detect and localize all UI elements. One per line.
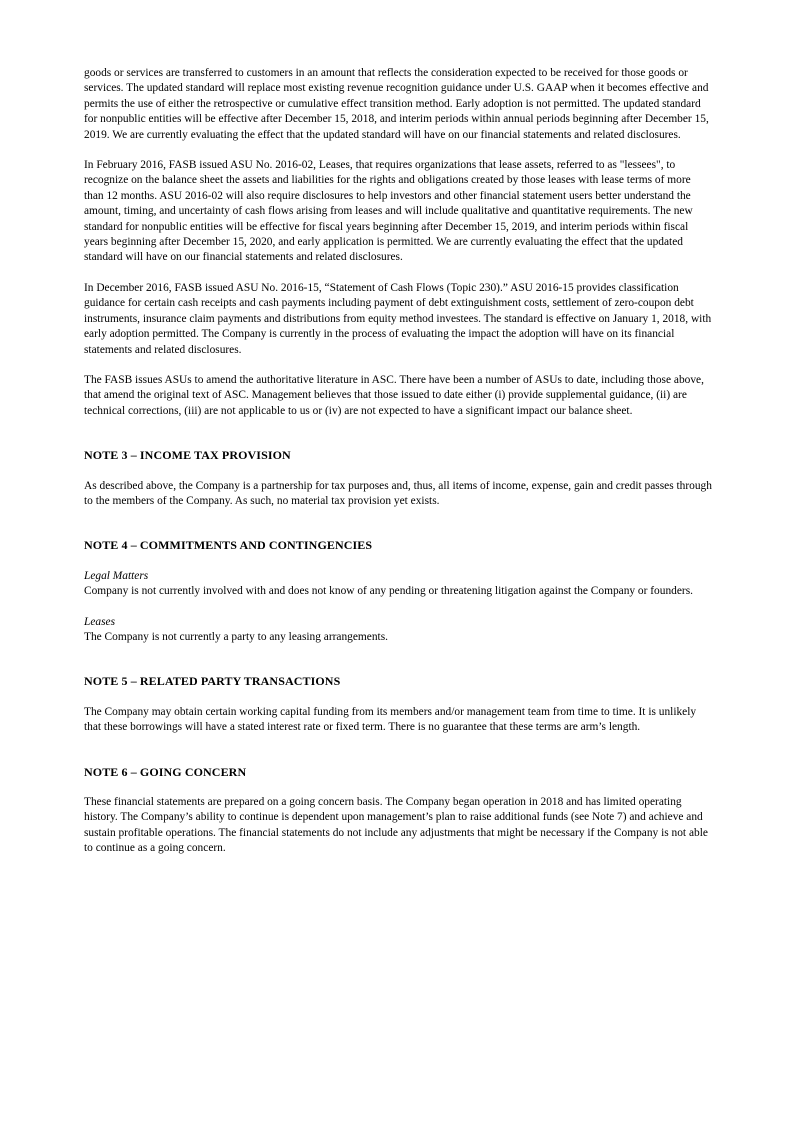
legal-matters-subsection — [84, 569, 712, 600]
asu-amendments-paragraph: The FASB issues ASUs to amend the authoritative literature in ASC. There have been a number of ASUs to date, including those above, that amend the original text of ASC. Management believes that those issued to date either (i) provide supplemental guidance, (ii) are technical corrections, (iii) are not applicable to us or (iv) are not expected to have a significant impact our balance sheet. — [84, 373, 704, 417]
revenue-recognition-paragraph: goods or services are transferred to customers in an amount that reflects the consideration expected to be received for those goods or services. The updated standard will replace most existing revenue recognition guidance under U.S. GAAP when it becomes effective and permits the use of either the retrospective or cumulative effect transition method. Early adoption is not permitted. The updated standard for nonpublic entities will be effective after December 15, 2018, and interim periods within annual periods beginning after December 15, 2019. We are currently evaluating the effect that the updated standard will have on our financial statements and related disclosures. — [84, 67, 709, 141]
leases-text: The Company is not currently a party to any leasing arrangements. — [84, 630, 388, 643]
legal-matters-text: Company is not currently involved with and does not know of any pending or threatening litigation against the Company or founders. — [84, 585, 693, 598]
note-6-text: These financial statements are prepared on a going concern basis. The Company began operation in 2018 and has limited operating history. The Company’s ability to continue is dependent upon management’s plan to raise additional funds (see Note 7) and achieve and sustain profitable operations. The financial statements do not include any adjustments that might be necessary if the Company is not able to continue as a going concern. — [84, 796, 708, 855]
note-4-title: NOTE 4 – COMMITMENTS AND CONTINGENCIES — [84, 538, 373, 553]
note-3-section — [84, 448, 712, 509]
note-3-text: As described above, the Company is a partnership for tax purposes and, thus, all items of income, expense, gain and credit passes through to the members of the Company. As such, no material tax provision yet exists. — [84, 479, 712, 507]
leases-subsection — [84, 615, 712, 646]
note-3-title: NOTE 3 – INCOME TAX PROVISION — [84, 448, 291, 463]
note-5-text: The Company may obtain certain working capital funding from its members and/or management team from time to time. It is unlikely that these borrowings will have a stated interest rate or fixed term. There is no guarantee that these terms are arm’s length. — [84, 705, 697, 734]
note-6-title: NOTE 6 – GOING CONCERN — [84, 764, 247, 779]
leases-standard-paragraph: In February 2016, FASB issued ASU No. 2016-02, Leases, that requires organizations that lease assets, referred to as "lessees", to recognize on the balance sheet the assets and liabilities for the rights and obligations created by those leases with lease terms of more than 12 months. ASU 2016-02 will also require disclosures to help investors and other financial statement users better understand the amount, timing, and uncertainty of cash flows arising from leases and will include qualitative and quantitative requirements. The new standard for nonpublic entities will be effective for fiscal years beginning after December 15, 2019, and interim periods within fiscal years beginning after December 15, 2020, and early application is permitted. We are currently evaluating the effect that the updated standard will have on our financial statements and related disclosures. — [84, 159, 693, 264]
leases-title: Leases — [84, 615, 116, 628]
note-6-section — [84, 765, 712, 857]
legal-matters-title: Legal Matters — [84, 569, 149, 582]
note-4-section — [84, 538, 712, 645]
note-5-title: NOTE 5 – RELATED PARTY TRANSACTIONS — [84, 674, 341, 689]
document-page — [84, 66, 712, 872]
note-5-section — [84, 674, 712, 735]
cash-flows-standard-paragraph: In December 2016, FASB issued ASU No. 2016-15, “Statement of Cash Flows (Topic 230).” ASU 2016-15 provides classification guidance for certain cash receipts and cash payments including payment of debt extinguishment costs, settlement of zero-coupon debt instruments, insurance claim payments and distributions from equity method investees. The standard is effective on January 1, 2018, with early adoption permitted. The Company is currently in the process of evaluating the impact the adoption will have on its financial statements and related disclosures. — [84, 281, 712, 356]
